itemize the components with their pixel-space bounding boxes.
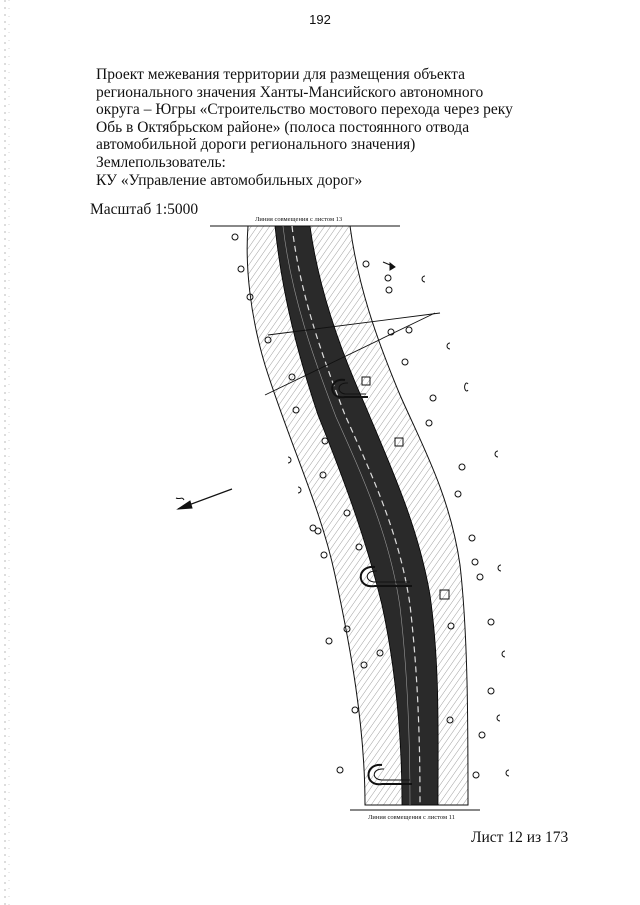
match-line-top-caption: Линия совмещения с листом 13 — [255, 216, 343, 223]
match-line-bottom-caption: Линия совмещения с листом 11 — [368, 814, 456, 821]
page-number: 192 — [309, 12, 331, 27]
site-plan-drawing — [150, 205, 520, 825]
land-user-name: КУ «Управление автомобильных дорог» — [96, 171, 363, 189]
title-line: округа – Югры «Строительство мостового перехода через реку — [96, 101, 513, 119]
direction-marker — [383, 262, 395, 270]
scale-label: Масштаб 1:5000 — [90, 201, 199, 218]
sheet-number: Лист 12 из 173 — [471, 829, 569, 846]
title-line: Проект межевания территории для размещения объекта — [96, 66, 465, 83]
title-line: Обь в Октябрьском районе» (полоса постоянного отвода — [96, 118, 470, 136]
document-title — [96, 66, 536, 189]
north-arrow-icon — [176, 489, 232, 509]
land-user-label: Землепользователь: — [96, 153, 226, 171]
title-line: регионального значения Ханты-Мансийского автономного — [96, 83, 484, 101]
binding-edge — [0, 0, 16, 905]
title-line: автомобильной дороги регионального значения) — [96, 136, 416, 154]
site-plan-map — [150, 205, 520, 825]
